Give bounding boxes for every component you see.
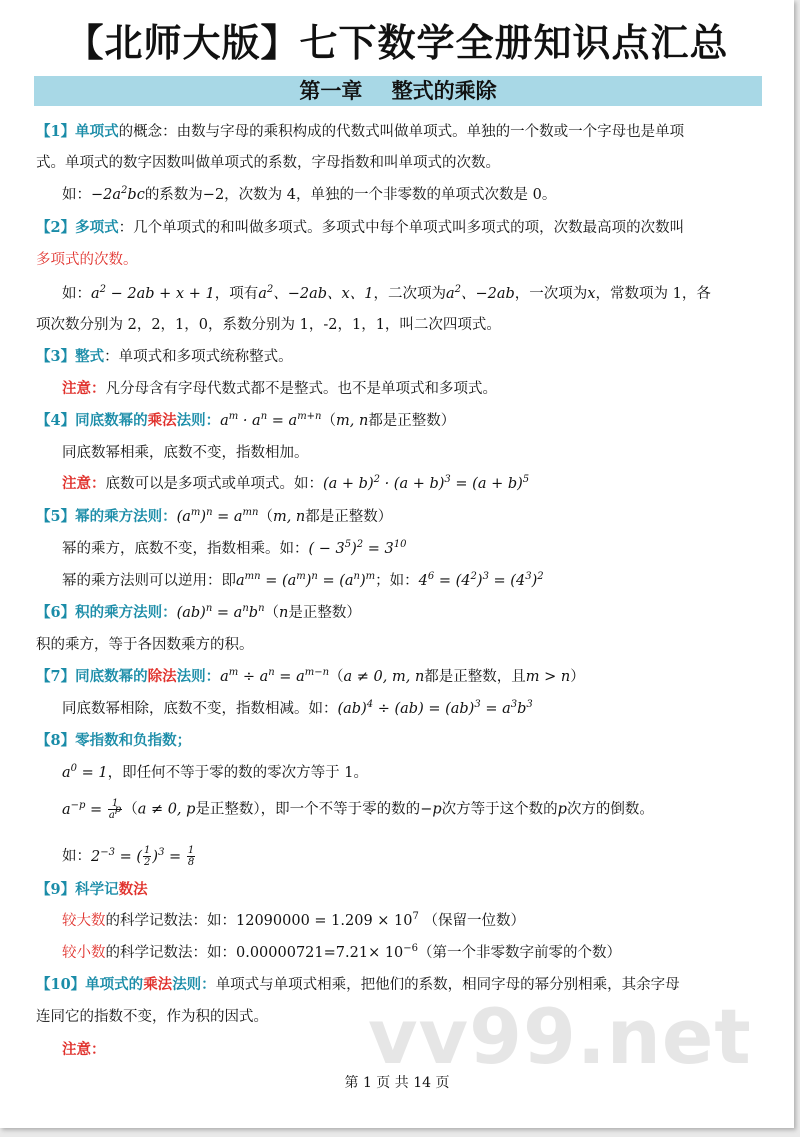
section-5-line-2: 幂的乘方，底数不变，指数相乘。如：( − $3^5)^2 = 3^{10}$ bbox=[62, 539, 407, 557]
section-5-title: 幂的乘方法则： bbox=[75, 508, 177, 525]
math-expression: $a^m \cdot a^n = a^{m+n}$ bbox=[220, 411, 322, 429]
section-9-number: 【9】 bbox=[36, 881, 76, 898]
section-7-number: 【7】 bbox=[36, 668, 76, 685]
section-3-number: 【3】 bbox=[36, 348, 76, 365]
math-expression: $a^0 = 1$ bbox=[62, 763, 108, 781]
section-2-line-4: 项次数分别为 2，2，1，0，系数分别为 1，-2，1，1，叫二次四项式。 bbox=[36, 317, 501, 333]
section-1-title: 单项式 bbox=[75, 123, 119, 140]
section-1-line-1: 【1】单项式的概念：由数与字母的乘积构成的代数式叫做单项式。单独的一个数或一个字母也是单项 bbox=[36, 123, 685, 140]
section-1-number: 【1】 bbox=[36, 123, 76, 140]
section-8-example: 如：$2^{-3}$ = ( $\frac{1}{2}$ )$^3$ = $\frac{1}{8}$ bbox=[62, 845, 195, 868]
math-expression: $a^{-p}$ = $\frac{1}{a^p}$ bbox=[62, 798, 122, 821]
math-expression: $a^{mn} = (a^m)^n = (a^n)^m$ bbox=[236, 571, 376, 589]
section-7-line-1: 【7】同底数幂的除法法则：$a^m \div a^n = a^{m-n}(a \ne 0$, m, n都是正整数，且m > n） bbox=[36, 667, 585, 685]
section-2-title: 多项式 bbox=[75, 219, 119, 236]
section-6-line-1: 【6】积的乘方法则：$(ab)^n = a^nb^n(n$是正整数） bbox=[36, 603, 361, 621]
section-3-title: 整式 bbox=[75, 348, 105, 365]
math-expression: $(ab)^4 \div (ab) = (ab)^3 = a^3b^3$ bbox=[337, 699, 533, 717]
section-8-number: 【8】 bbox=[36, 732, 76, 749]
section-6-number: 【6】 bbox=[36, 604, 76, 621]
math-expression: $(ab)^n = a^nb^n$ bbox=[176, 603, 265, 621]
section-8-title: 零指数和负指数 bbox=[75, 732, 177, 749]
section-9-line-1: 【9】科学记数法 bbox=[36, 881, 148, 898]
section-2-line-1: 【2】多项式：几个单项式的和叫做多项式。多项式中每个单项式叫多项式的项，次数最高项的次数叫 bbox=[36, 219, 685, 236]
section-2-line-2: 多项式的次数。 bbox=[36, 252, 138, 268]
page-title: 【北师大版】七下数学全册知识点汇总 bbox=[65, 21, 729, 65]
section-4-number: 【4】 bbox=[36, 412, 76, 429]
section-9-large-number: 较大数的科学记数法：如：$12090000 = 1.209 \times 10^7$ （保留一位数） bbox=[62, 911, 525, 929]
section-7-line-2: 同底数幂相除，底数不变，指数相减。如：$(ab)^4 \div (ab) = (ab)^3 = a^3b^3$ bbox=[62, 699, 533, 717]
note-label: 注意： bbox=[62, 1041, 106, 1058]
chapter-heading: 第一章 整式的乘除 bbox=[34, 76, 762, 106]
section-2-number: 【2】 bbox=[36, 219, 76, 236]
section-5-line-3: 幂的乘方法则可以逆用：即$a^{mn} = (a^m)^n = (a^n)^m$；如：$4^6 = (4^2)^3 = (4^3)^2$ bbox=[62, 571, 544, 589]
section-1-line-2: 式。单项式的数字因数叫做单项式的系数，字母指数和叫单项式的次数。 bbox=[36, 155, 500, 171]
section-10-line-2: 连同它的指数不变，作为积的因式。 bbox=[36, 1009, 268, 1025]
note-label: 注意： bbox=[62, 475, 106, 492]
section-2-example: 如：$a^2 - 2ab + x + 1$，项有$a^2$、−2ab、x、1，二次项为$a^2$、−2ab，一次项为x，常数项为 1，各 bbox=[62, 284, 711, 302]
math-expression: $-2a^2bc$ bbox=[91, 185, 145, 203]
math-expression: $a^2 - 2ab + x + 1$ bbox=[91, 284, 215, 302]
section-4-line-1: 【4】同底数幂的乘法法则：$a^m \cdot a^n = a^{m+n}(m$, n都是正整数） bbox=[36, 411, 456, 429]
section-3-line-1: 【3】整式：单项式和多项式统称整式。 bbox=[36, 348, 293, 365]
math-expression: $(a + b)^2 \cdot (a + b)^3 = (a + b)^5$ bbox=[323, 474, 530, 492]
section-8-line-1: 【8】零指数和负指数； bbox=[36, 732, 192, 749]
section-5-line-1: 【5】幂的乘方法则：$(a^m)^n = a^{mn}(m$, n都是正整数） bbox=[36, 507, 393, 525]
section-4-note: 注意：底数可以是多项式或单项式。如：$(a + b)^2 \cdot (a + b)^3 = (a + b)^5$ bbox=[62, 474, 530, 492]
math-expression: $a^m \div a^n = a^{m-n}$ bbox=[220, 667, 330, 685]
section-1-example: 如：$-2a^2bc$的系数为−2，次数为 4，单独的一个非零数的单项式次数是 0。 bbox=[62, 185, 557, 203]
section-4-line-2: 同底数幂相乘，底数不变，指数相加。 bbox=[62, 445, 309, 461]
section-10-note bbox=[62, 1040, 106, 1060]
math-expression: ( − $3^5)^2 = 3^{10}$ bbox=[308, 539, 407, 557]
note-label: 注意： bbox=[62, 380, 106, 397]
page-footer: 第 1 页 共 14 页 bbox=[344, 1075, 450, 1091]
section-6-line-2: 积的乘方，等于各因数乘方的积。 bbox=[36, 637, 254, 653]
section-10-line-1: 【10】单项式的乘法法则：单项式与单项式相乘，把他们的系数，相同字母的幂分别相乘，其余字母 bbox=[36, 976, 680, 993]
math-expression: $2^{-3}$ = ( $\frac{1}{2}$ )$^3$ = $\frac{1}{8}$ bbox=[91, 845, 195, 868]
section-9-small-number: 较小数的科学记数法：如：$0.00000721=7.21\times 10^{-6}$（第一个非零数字前零的个数） bbox=[62, 943, 622, 961]
section-5-number: 【5】 bbox=[36, 508, 76, 525]
section-3-note: 注意：凡分母含有字母代数式都不是整式。也不是单项式和多项式。 bbox=[62, 380, 497, 397]
section-8-negative-exponent: $a^{-p}$ = $\frac{1}{a^p}$ （a ≠ 0, p是正整数），即一个不等于零的数的−p次方等于这个数的p次方的倒数。 bbox=[62, 798, 654, 821]
section-8-zero-exponent: $a^0 = 1$，即任何不等于零的数的零次方等于 1。 bbox=[62, 763, 368, 781]
math-expression: $(a^m)^n = a^{mn}$ bbox=[176, 507, 259, 525]
section-10-number: 【10】 bbox=[36, 976, 86, 993]
section-6-title: 积的乘方法则： bbox=[75, 604, 177, 621]
watermark: vv99.net bbox=[368, 992, 752, 1081]
